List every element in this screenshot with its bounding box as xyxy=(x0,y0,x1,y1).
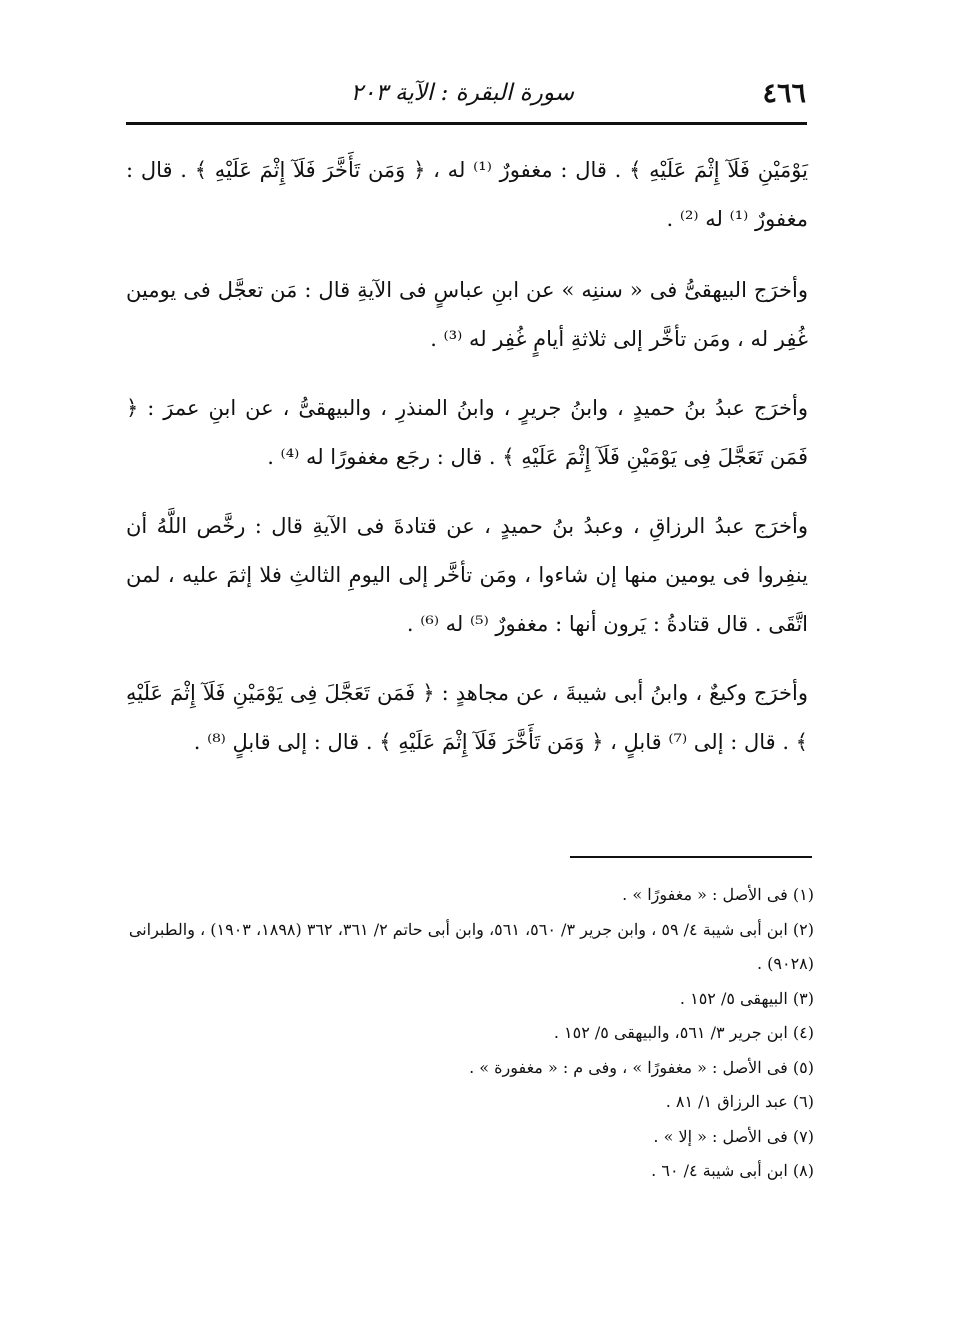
paragraph: وأخرَج وكيعٌ ، وابنُ أبى شيبةَ ، عن مجاهدٍ : ﴿ فَمَن تَعَجَّلَ فِى يَوْمَيْنِ فَلَآ إِثْمَ عَلَيْهِ ﴾ . قال : إلى ⁽⁷⁾ قابلٍ ، ﴿ وَمَن تَأَخَّرَ فَلَآ إِثْمَ عَلَيْهِ ﴾ . قال : إلى قابلٍ ⁽⁸⁾ . xyxy=(126,681,808,754)
page-header xyxy=(126,72,806,116)
footnote-separator xyxy=(570,856,812,858)
footnotes xyxy=(126,878,814,1189)
paragraph: وأخرَج عبدُ بنُ حميدٍ ، وابنُ جريرٍ ، وابنُ المنذرِ ، والبيهقىُّ ، عن ابنِ عمرَ : ﴿ فَمَن تَعَجَّلَ فِى يَوْمَيْنِ فَلَآ إِثْمَ عَلَيْهِ ﴾ . قال : رجَع مغفورًا له ⁽⁴⁾ . xyxy=(126,396,808,469)
footnote: (٢) ابن أبى شيبة ٤/ ٥٩ ، وابن جرير ٣/ ٥٦٠، ٥٦١، وابن أبى حاتم ٢/ ٣٦١، ٣٦٢ (١٨٩٨، ١٩٠٣) ، والطبرانى (٩٠٢٨) . xyxy=(128,919,814,973)
header-rule xyxy=(126,122,807,125)
footnote: (٦) عبد الرزاق ١/ ٨١ . xyxy=(665,1092,814,1111)
paragraph: وأخرَج عبدُ الرزاقِ ، وعبدُ بنُ حميدٍ ، عن قتادةَ فى الآيةِ قال : رخَّص اللَّهُ أن ينفِروا فى يومين منها إن شاءوا ، ومَن تأخَّر إلى اليومِ الثالثِ فلا إثمَ عليه ، لمن اتَّقَى . قال قتادةُ : يَرون أنها : مغفورٌ ⁽⁵⁾ له ⁽⁶⁾ . xyxy=(126,514,808,636)
paragraph: وأخرَج البيهقىُّ فى « سننِه » عن ابنِ عباسٍ فى الآيةِ قال : مَن تعجَّل فى يومين غُفِر له ، ومَن تأخَّر إلى ثلاثةِ أيامٍ غُفِر له ⁽³⁾ . xyxy=(126,278,808,351)
footnote: (٤) ابن جرير ٣/ ٥٦١، والبيهقى ٥/ ١٥٢ . xyxy=(553,1023,814,1042)
footnote: (٨) ابن أبى شيبة ٤/ ٦٠ . xyxy=(651,1161,814,1180)
footnote: (٥) فى الأصل : « مغفورًا » ، وفى م : « مغفورة » . xyxy=(469,1057,814,1077)
footnote: (٣) البيهقى ٥/ ١٥٢ . xyxy=(679,988,814,1008)
running-title: سورة البقرة : الآية ٢٠٣ xyxy=(350,80,574,106)
footnote: (١) فى الأصل : « مغفورًا » . xyxy=(622,885,814,904)
paragraph: يَوْمَيْنِ فَلَآ إِثْمَ عَلَيْهِ ﴾ . قال : مغفورٌ ⁽¹⁾ له ، ﴿ وَمَن تَأَخَّرَ فَلَآ إِثْمَ عَلَيْهِ ﴾ . قال : مغفورٌ ⁽¹⁾ له ⁽²⁾ . xyxy=(126,158,808,231)
main-text xyxy=(126,146,808,787)
footnote: (٧) فى الأصل : « إلا » . xyxy=(653,1126,814,1146)
page-number: ٤٦٦ xyxy=(762,78,806,109)
